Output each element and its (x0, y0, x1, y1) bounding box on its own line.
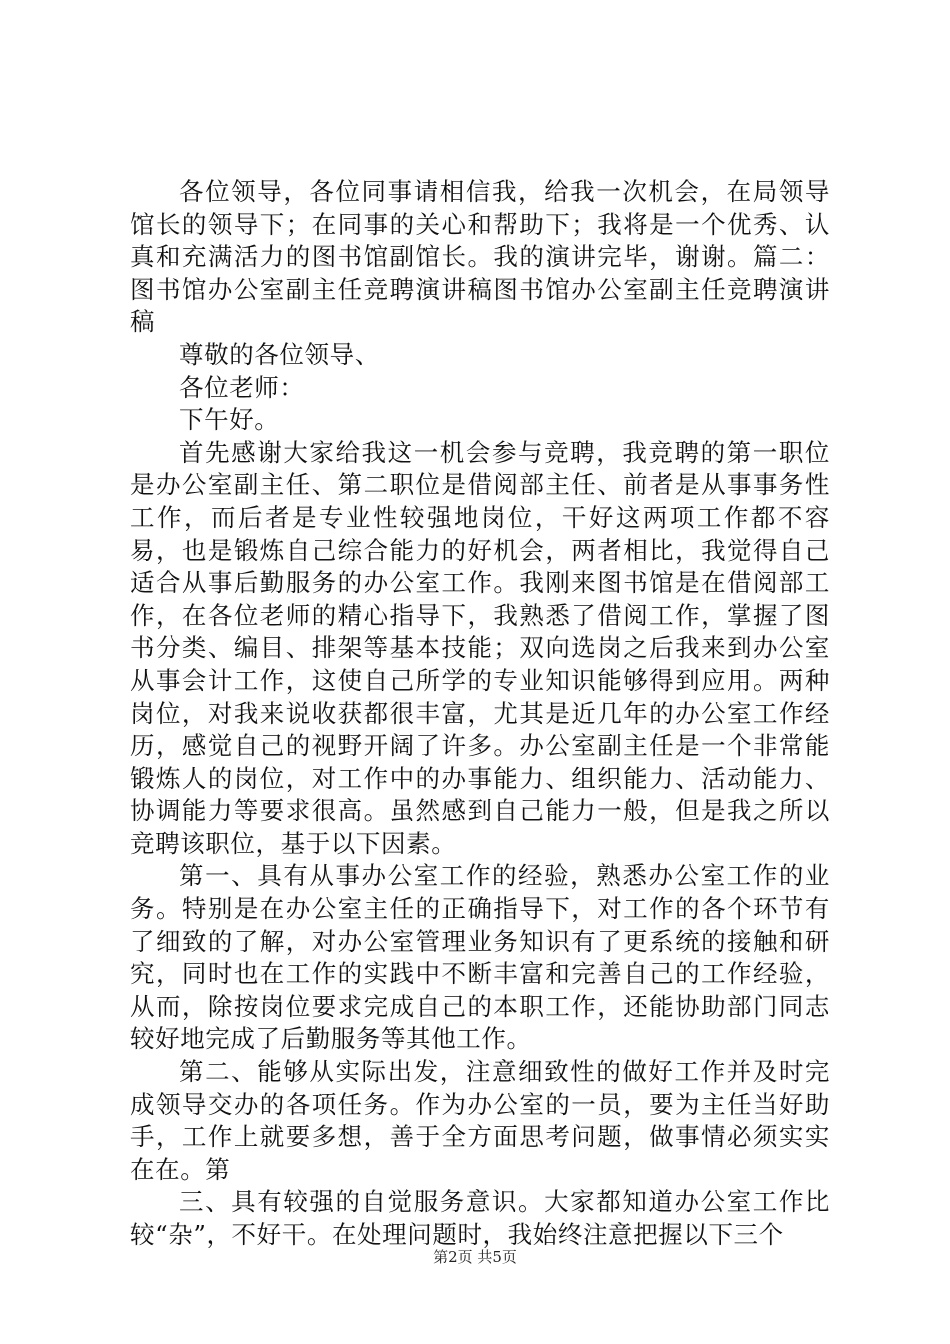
paragraph-closing: 各位领导，各位同事请相信我，给我一次机会，在局领导馆长的领导下；在同事的关心和帮助下；我将是一个优秀、认真和充满活力的图书馆副馆长。我的演讲完毕，谢谢。篇二：图书馆办公室副主任竞聘演讲稿图书馆办公室副主任竞聘演讲稿 (130, 177, 830, 337)
paragraph-third: 三、具有较强的自觉服务意识。大家都知道办公室工作比较“杂”，不好干。在处理问题时，我始终注意把握以下三个 (130, 1187, 830, 1249)
salutation-leaders: 尊敬的各位领导、 (179, 339, 380, 369)
greeting: 下午好。 (179, 405, 280, 435)
document-body (130, 176, 830, 1252)
paragraph-intro: 首先感谢大家给我这一机会参与竞聘，我竞聘的第一职位是办公室副主任、第二职位是借阅部主任、前者是从事事务性工作，而后者是专业性较强地岗位，干好这两项工作都不容易，也是锻炼自己综合能力的好机会，两者相比，我觉得自己适合从事后勤服务的办公室工作。我刚来图书馆是在借阅部工作，在各位老师的精心指导下，我熟悉了借阅工作，掌握了图书分类、编目、排架等基本技能；双向选岗之后我来到办公室从事会计工作，这使自己所学的专业知识能够得到应用。两种岗位，对我来说收获都很丰富，尤其是近几年的办公室工作经历，感觉自己的视野开阔了许多。办公室副主任是一个非常能锻炼人的岗位，对工作中的办事能力、组织能力、活动能力、协调能力等要求很高。虽然感到自己能力一般，但是我之所以竞聘该职位，基于以下因素。 (130, 437, 830, 858)
paragraph-second: 第二、能够从实际出发，注意细致性的做好工作并及时完成领导交办的各项任务。作为办公室的一员，要为主任当好助手，工作上就要多想，善于全方面思考问题，做事情必须实实在在。第 (130, 1057, 830, 1184)
salutation-teachers: 各位老师： (179, 372, 305, 402)
page-number-footer: 第2页 共5页 (433, 1248, 517, 1266)
paragraph-first: 第一、具有从事办公室工作的经验，熟悉办公室工作的业务。特别是在办公室主任的正确指导下，对工作的各个环节有了细致的了解，对办公室管理业务知识有了更系统的接触和研究，同时也在工作的实践中不断丰富和完善自己的工作经验，从而，除按岗位要求完成自己的本职工作，还能协助部门同志较好地完成了后勤服务等其他工作。 (130, 861, 830, 1054)
